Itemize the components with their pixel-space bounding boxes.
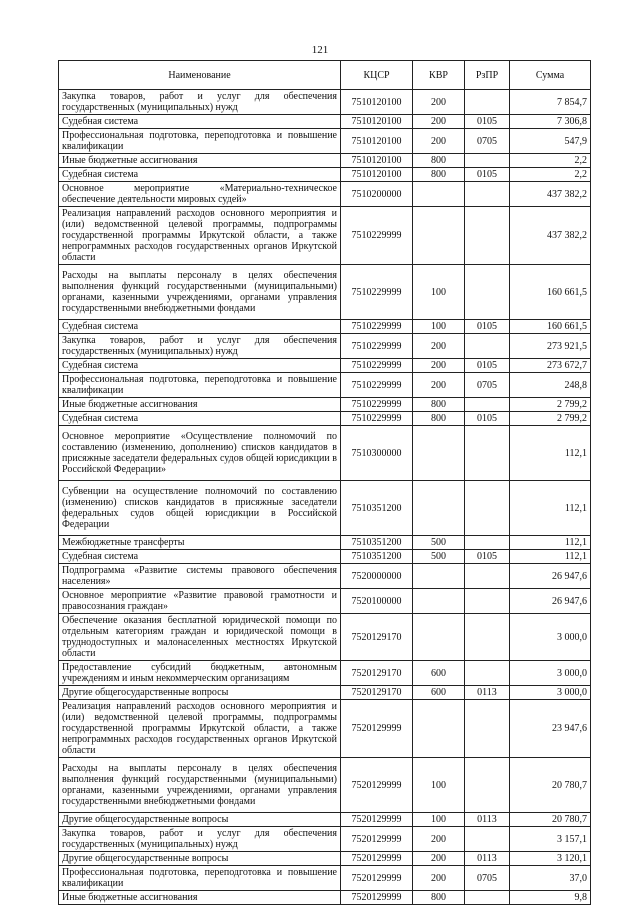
row-sum-cell: 437 382,2 (510, 207, 591, 265)
row-sum-cell: 248,8 (510, 373, 591, 398)
page-number: 121 (311, 44, 329, 56)
row-kcsr-cell: 7510229999 (341, 412, 413, 426)
row-sum-cell: 9,8 (510, 891, 591, 905)
row-kvr-cell: 200 (413, 373, 465, 398)
row-kcsr-cell: 7510120100 (341, 129, 413, 154)
row-kcsr-cell: 7510229999 (341, 320, 413, 334)
row-sum-cell: 3 157,1 (510, 827, 591, 852)
row-rzpr-cell (465, 334, 510, 359)
row-kcsr-cell: 7520100000 (341, 589, 413, 614)
table-row (59, 564, 591, 589)
row-rzpr-cell (465, 564, 510, 589)
row-kcsr-cell: 7520129999 (341, 866, 413, 891)
row-kcsr-cell: 7510120100 (341, 115, 413, 129)
row-rzpr-cell (465, 154, 510, 168)
row-sum-cell: 273 672,7 (510, 359, 591, 373)
row-kvr-cell: 100 (413, 813, 465, 827)
row-kcsr-cell: 7510229999 (341, 373, 413, 398)
row-kcsr-cell: 7510120100 (341, 168, 413, 182)
row-rzpr-cell (465, 661, 510, 686)
row-kvr-cell: 200 (413, 827, 465, 852)
row-kvr-cell: 600 (413, 686, 465, 700)
table-row (59, 426, 591, 481)
row-kcsr-cell: 7510229999 (341, 359, 413, 373)
row-rzpr-cell: 0113 (465, 852, 510, 866)
table-row (59, 207, 591, 265)
row-rzpr-cell (465, 891, 510, 905)
row-kvr-cell: 600 (413, 661, 465, 686)
row-name-cell: Судебная система (59, 320, 341, 334)
row-kvr-cell (413, 207, 465, 265)
row-rzpr-cell (465, 398, 510, 412)
row-kvr-cell: 100 (413, 758, 465, 813)
row-kvr-cell: 800 (413, 412, 465, 426)
row-sum-cell: 2 799,2 (510, 398, 591, 412)
row-sum-cell: 112,1 (510, 536, 591, 550)
row-name-cell: Подпрограмма «Развитие системы правового обеспечения населения» (59, 564, 341, 589)
table-row (59, 412, 591, 426)
row-kcsr-cell: 7510351200 (341, 550, 413, 564)
row-kcsr-cell: 7520129999 (341, 852, 413, 866)
row-rzpr-cell: 0113 (465, 686, 510, 700)
row-name-cell: Профессиональная подготовка, переподготовка и повышение квалификации (59, 373, 341, 398)
row-sum-cell: 3 120,1 (510, 852, 591, 866)
table-row (59, 334, 591, 359)
row-rzpr-cell (465, 536, 510, 550)
row-kvr-cell: 800 (413, 154, 465, 168)
row-sum-cell: 3 000,0 (510, 614, 591, 661)
row-sum-cell: 112,1 (510, 481, 591, 536)
table-row (59, 813, 591, 827)
row-sum-cell: 7 306,8 (510, 115, 591, 129)
row-kvr-cell: 200 (413, 359, 465, 373)
row-kvr-cell: 200 (413, 334, 465, 359)
table-row (59, 115, 591, 129)
row-rzpr-cell (465, 589, 510, 614)
row-kvr-cell (413, 426, 465, 481)
row-rzpr-cell (465, 700, 510, 758)
row-kcsr-cell: 7510229999 (341, 265, 413, 320)
table-row (59, 614, 591, 661)
row-sum-cell: 3 000,0 (510, 686, 591, 700)
row-kcsr-cell: 7520129170 (341, 686, 413, 700)
row-sum-cell: 547,9 (510, 129, 591, 154)
table-row (59, 852, 591, 866)
table-row (59, 758, 591, 813)
row-kvr-cell: 800 (413, 168, 465, 182)
row-rzpr-cell (465, 614, 510, 661)
row-kvr-cell: 100 (413, 320, 465, 334)
row-name-cell: Другие общегосударственные вопросы (59, 852, 341, 866)
row-sum-cell: 160 661,5 (510, 265, 591, 320)
row-name-cell: Обеспечение оказания бесплатной юридической помощи по отдельным категориям граждан и юридической помощи в труднодоступных и малонаселенных местностях Иркутской области (59, 614, 341, 661)
header-kvr: КВР (413, 61, 465, 90)
row-kvr-cell: 200 (413, 129, 465, 154)
row-kvr-cell (413, 481, 465, 536)
row-name-cell: Иные бюджетные ассигнования (59, 154, 341, 168)
table-row (59, 154, 591, 168)
table-row (59, 661, 591, 686)
row-rzpr-cell (465, 182, 510, 207)
row-name-cell: Основное мероприятие «Развитие правовой грамотности и правосознания граждан» (59, 589, 341, 614)
table-row (59, 398, 591, 412)
row-rzpr-cell (465, 426, 510, 481)
row-rzpr-cell (465, 265, 510, 320)
row-rzpr-cell (465, 758, 510, 813)
row-sum-cell: 26 947,6 (510, 564, 591, 589)
row-kcsr-cell: 7510200000 (341, 182, 413, 207)
row-kvr-cell (413, 182, 465, 207)
row-kcsr-cell: 7510120100 (341, 154, 413, 168)
row-name-cell: Другие общегосударственные вопросы (59, 813, 341, 827)
row-sum-cell: 160 661,5 (510, 320, 591, 334)
table-row (59, 373, 591, 398)
row-kcsr-cell: 7520000000 (341, 564, 413, 589)
table-row (59, 182, 591, 207)
row-sum-cell: 23 947,6 (510, 700, 591, 758)
row-kcsr-cell: 7520129999 (341, 758, 413, 813)
row-kcsr-cell: 7520129999 (341, 700, 413, 758)
row-name-cell: Расходы на выплаты персоналу в целях обеспечения выполнения функций государственными (муниципальными) органами, казенными учреждениями, органами управления государственными внебюджетными фондами (59, 758, 341, 813)
table-row (59, 827, 591, 852)
row-kcsr-cell: 7510300000 (341, 426, 413, 481)
row-rzpr-cell (465, 207, 510, 265)
table-row (59, 129, 591, 154)
row-name-cell: Судебная система (59, 115, 341, 129)
table-row (59, 320, 591, 334)
table-row (59, 700, 591, 758)
row-kcsr-cell: 7510351200 (341, 536, 413, 550)
row-name-cell: Иные бюджетные ассигнования (59, 891, 341, 905)
table-row (59, 90, 591, 115)
row-kcsr-cell: 7510229999 (341, 207, 413, 265)
table-row (59, 265, 591, 320)
row-kvr-cell: 800 (413, 398, 465, 412)
row-name-cell: Судебная система (59, 550, 341, 564)
row-kcsr-cell: 7520129999 (341, 827, 413, 852)
row-name-cell: Закупка товаров, работ и услуг для обеспечения государственных (муниципальных) нужд (59, 827, 341, 852)
row-sum-cell: 2,2 (510, 168, 591, 182)
row-sum-cell: 2,2 (510, 154, 591, 168)
row-rzpr-cell: 0105 (465, 168, 510, 182)
row-kvr-cell: 200 (413, 115, 465, 129)
row-kcsr-cell: 7520129170 (341, 661, 413, 686)
table-row (59, 550, 591, 564)
row-name-cell: Другие общегосударственные вопросы (59, 686, 341, 700)
row-kvr-cell (413, 589, 465, 614)
row-name-cell: Реализация направлений расходов основного мероприятия и (или) ведомственной целевой программы, подпрограммы государственной программы Иркутской области, а также непрограммных расходов государственных органов Иркутской области (59, 207, 341, 265)
row-kcsr-cell: 7520129999 (341, 891, 413, 905)
row-kvr-cell: 500 (413, 550, 465, 564)
row-sum-cell: 112,1 (510, 550, 591, 564)
row-rzpr-cell: 0705 (465, 373, 510, 398)
row-rzpr-cell: 0105 (465, 115, 510, 129)
budget-table (58, 60, 591, 905)
row-kvr-cell (413, 564, 465, 589)
row-sum-cell: 20 780,7 (510, 813, 591, 827)
row-rzpr-cell (465, 481, 510, 536)
row-name-cell: Профессиональная подготовка, переподготовка и повышение квалификации (59, 866, 341, 891)
table-header-row (59, 61, 591, 90)
row-rzpr-cell: 0105 (465, 550, 510, 564)
table-row (59, 686, 591, 700)
row-rzpr-cell: 0105 (465, 320, 510, 334)
row-name-cell: Судебная система (59, 359, 341, 373)
row-kvr-cell: 200 (413, 90, 465, 115)
row-rzpr-cell (465, 827, 510, 852)
row-kvr-cell (413, 614, 465, 661)
row-kcsr-cell: 7520129999 (341, 813, 413, 827)
header-rzpr: РзПР (465, 61, 510, 90)
row-name-cell: Межбюджетные трансферты (59, 536, 341, 550)
row-rzpr-cell: 0113 (465, 813, 510, 827)
row-name-cell: Предоставление субсидий бюджетным, автономным учреждениям и иным некоммерческим организациям (59, 661, 341, 686)
row-name-cell: Закупка товаров, работ и услуг для обеспечения государственных (муниципальных) нужд (59, 334, 341, 359)
row-kcsr-cell: 7510351200 (341, 481, 413, 536)
header-sum: Сумма (510, 61, 591, 90)
header-name: Наименование (59, 61, 341, 90)
header-kcsr: КЦСР (341, 61, 413, 90)
row-sum-cell: 273 921,5 (510, 334, 591, 359)
row-name-cell: Основное мероприятие «Материально-техническое обеспечение деятельности мировых судей» (59, 182, 341, 207)
row-sum-cell: 112,1 (510, 426, 591, 481)
row-kvr-cell: 200 (413, 852, 465, 866)
row-rzpr-cell: 0705 (465, 866, 510, 891)
row-sum-cell: 3 000,0 (510, 661, 591, 686)
row-sum-cell: 37,0 (510, 866, 591, 891)
row-kvr-cell: 100 (413, 265, 465, 320)
table-row (59, 359, 591, 373)
row-kvr-cell: 200 (413, 866, 465, 891)
row-name-cell: Судебная система (59, 412, 341, 426)
row-name-cell: Расходы на выплаты персоналу в целях обеспечения выполнения функций государственными (муниципальными) органами, казенными учреждениями, органами управления государственными внебюджетными фондами (59, 265, 341, 320)
table-row (59, 168, 591, 182)
row-sum-cell: 437 382,2 (510, 182, 591, 207)
row-kcsr-cell: 7510229999 (341, 334, 413, 359)
row-rzpr-cell: 0105 (465, 359, 510, 373)
row-sum-cell: 26 947,6 (510, 589, 591, 614)
row-kvr-cell: 800 (413, 891, 465, 905)
row-name-cell: Реализация направлений расходов основного мероприятия и (или) ведомственной целевой программы, подпрограммы государственной программы Иркутской области, а также непрограммных расходов государственных органов Иркутской области (59, 700, 341, 758)
row-name-cell: Субвенции на осуществление полномочий по составлению (изменению) списков кандидатов в присяжные заседатели федеральных судов общей юрисдикции в Российской Федерации (59, 481, 341, 536)
row-kcsr-cell: 7520129170 (341, 614, 413, 661)
table-row (59, 866, 591, 891)
table-row (59, 536, 591, 550)
row-kcsr-cell: 7510229999 (341, 398, 413, 412)
row-kvr-cell (413, 700, 465, 758)
row-name-cell: Профессиональная подготовка, переподготовка и повышение квалификации (59, 129, 341, 154)
table-row (59, 891, 591, 905)
row-kcsr-cell: 7510120100 (341, 90, 413, 115)
table-row (59, 589, 591, 614)
row-sum-cell: 2 799,2 (510, 412, 591, 426)
row-sum-cell: 20 780,7 (510, 758, 591, 813)
row-name-cell: Судебная система (59, 168, 341, 182)
row-name-cell: Закупка товаров, работ и услуг для обеспечения государственных (муниципальных) нужд (59, 90, 341, 115)
table-row (59, 481, 591, 536)
row-kvr-cell: 500 (413, 536, 465, 550)
row-name-cell: Основное мероприятие «Осуществление полномочий по составлению (изменению, дополнению) списков кандидатов в присяжные заседатели федеральных судов общей юрисдикции в Российской Федерации» (59, 426, 341, 481)
row-rzpr-cell: 0705 (465, 129, 510, 154)
row-rzpr-cell: 0105 (465, 412, 510, 426)
row-name-cell: Иные бюджетные ассигнования (59, 398, 341, 412)
row-sum-cell: 7 854,7 (510, 90, 591, 115)
row-rzpr-cell (465, 90, 510, 115)
